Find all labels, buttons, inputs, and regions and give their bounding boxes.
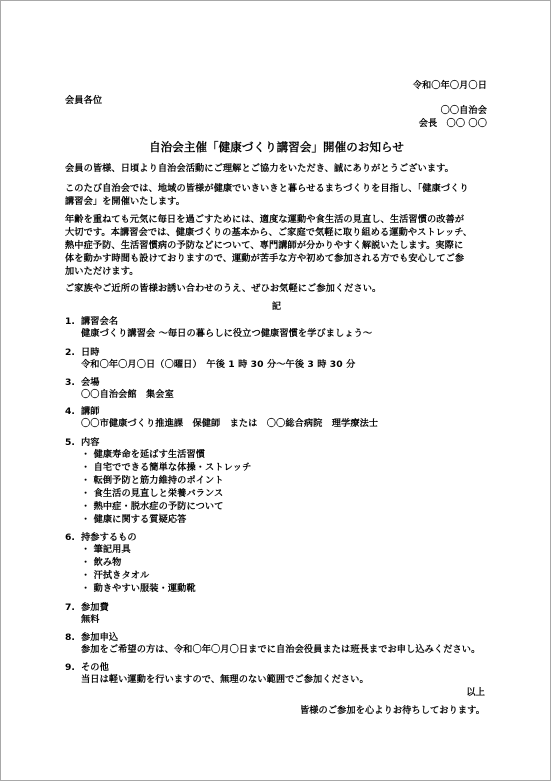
section-label-course-name: 講習会名 (81, 316, 119, 327)
section-label-bring: 持参するもの (81, 532, 137, 543)
section-number: 8. (65, 632, 75, 643)
list-item: ・ 自宅でできる簡単な体操・ストレッチ (81, 462, 252, 473)
section-value-course-name: 健康づくり講習会 ～毎日の暮らしに役立つ健康習慣を学びましょう～ (81, 328, 373, 339)
list-item: ・ 動きやすい服装・運動靴 (81, 583, 196, 594)
body-paragraph-3-line-3: 熱中症予防、生活習慣病の予防などについて、専門講師が分かりやすく解説いたします。実際に (65, 240, 464, 251)
body-paragraph-4: ご家族やご近所の皆様お誘い合わせのうえ、ぜひお気軽にご参加ください。 (65, 283, 382, 294)
body-paragraph-3-line-5: 加いただけます。 (65, 266, 139, 277)
section-value-fee: 無料 (81, 614, 100, 625)
list-item: ・ 筆記用具 (81, 544, 131, 555)
list-item: ・ 汗拭きタオル (81, 570, 150, 581)
body-paragraph-3-line-4: 体を動かす時間も設けておりますので、運動が苦手な方や初めて参加される方でも安心してご参 (65, 253, 465, 264)
section-number: 9. (65, 662, 75, 673)
section-number: 3. (65, 377, 75, 388)
section-value-other: 当日は軽い運動を行いますので、無理のない範囲でご参加ください。 (81, 674, 369, 685)
section-number: 5. (65, 437, 75, 448)
ki-heading: 記 (271, 301, 282, 312)
section-label-fee: 参加費 (81, 602, 109, 613)
sender-chair: 会長 〇〇 〇〇 (418, 118, 487, 129)
document-date: 令和〇年〇月〇日 (412, 80, 487, 91)
list-item: ・ 熱中症・脱水症の予防について (81, 501, 224, 512)
recipient: 会員各位 (65, 95, 103, 106)
list-item: ・ 転倒予防と筋力維持のポイント (81, 475, 224, 486)
body-paragraph-2-line-2: 講習会」を開催いたします。 (65, 196, 186, 207)
section-label-content: 内容 (81, 437, 100, 448)
section-value-application: 参加をご希望の方は、令和〇年〇月〇日までに自治会役員または班長までお申し込みください。 (81, 644, 481, 655)
section-number: 7. (65, 602, 75, 613)
list-item: ・ 食生活の見直しと栄養バランス (81, 488, 224, 499)
body-paragraph-2-line-1: このたび自治会では、地域の皆様が健康でいきいきと暮らせるまちづくりを目指し、「健康づくり (65, 183, 469, 194)
list-item: ・ 飲み物 (81, 557, 122, 568)
section-value-instructor: 〇〇市健康づくり推進課 保健師 または 〇〇総合病院 理学療法士 (81, 418, 379, 429)
body-paragraph-3-line-2: 大切です。本講習会では、健康づくりの基本から、ご家庭で気軽に取り組める運動やストレッチ、 (65, 227, 473, 238)
section-label-instructor: 講師 (81, 406, 100, 417)
body-paragraph-1: 会員の皆様、日頃より自治会活動にご理解とご協力をいただき、誠にありがとうございます。 (65, 163, 454, 174)
body-paragraph-3-line-1: 年齢を重ねても元気に毎日を過ごすためには、適度な運動や食生活の見直し、生活習慣の改善が (65, 214, 465, 225)
section-label-other: その他 (81, 662, 109, 673)
list-item: ・ 健康寿命を延ばす生活習慣 (81, 449, 206, 460)
list-item: ・ 健康に関する質疑応答 (81, 514, 187, 525)
section-label-datetime: 日時 (81, 347, 100, 358)
closing-ijou: 以上 (466, 687, 485, 698)
closing-message: 皆様のご参加を心よりお待ちしております。 (299, 705, 485, 716)
section-number: 4. (65, 406, 75, 417)
section-value-venue: 〇〇自治会館 集会室 (81, 389, 174, 400)
section-label-application: 参加申込 (81, 632, 119, 643)
document-title: 自治会主催「健康づくり講習会」開催のお知らせ (149, 140, 404, 154)
section-label-venue: 会場 (81, 377, 100, 388)
section-number: 2. (65, 347, 75, 358)
section-number: 6. (65, 532, 75, 543)
section-value-datetime: 令和〇年〇月〇日（〇曜日） 午後 1 時 30 分～午後 3 時 30 分 (81, 359, 356, 370)
section-number: 1. (65, 316, 75, 327)
sender-organization: 〇〇自治会 (440, 105, 487, 116)
